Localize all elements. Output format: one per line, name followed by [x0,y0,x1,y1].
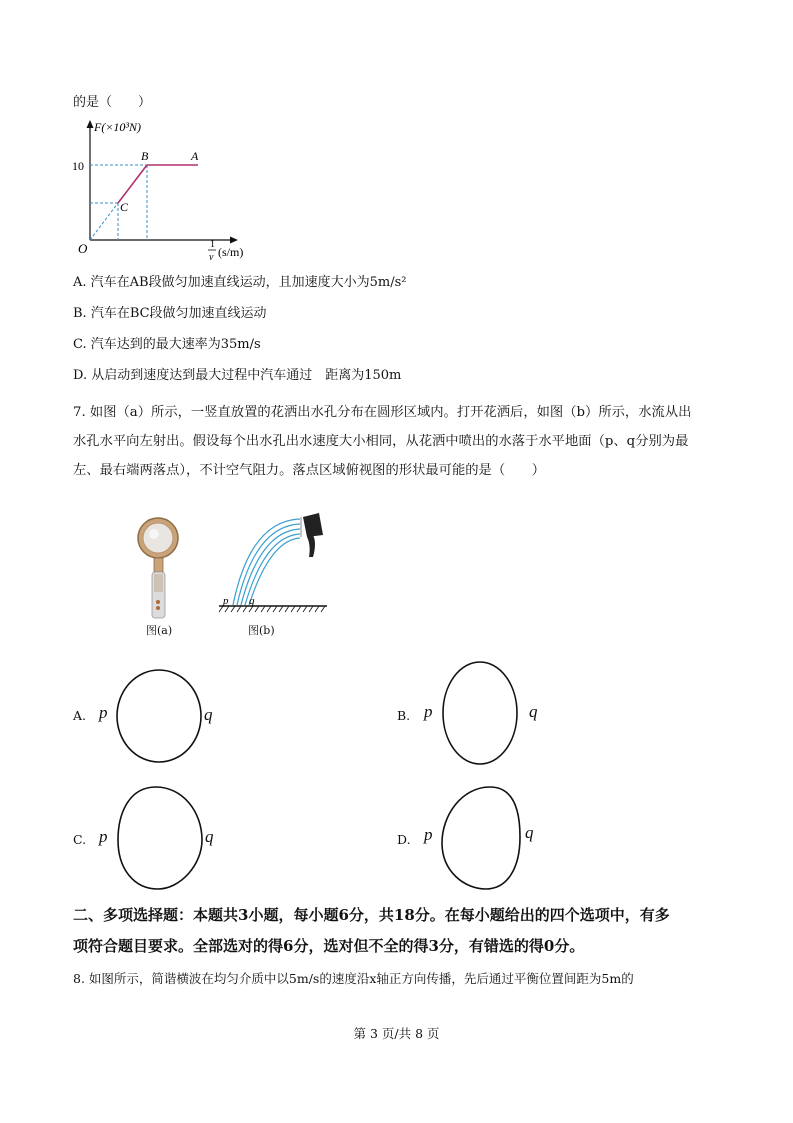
x-label-denominator: v [209,252,214,263]
fig-b-label-q: q [249,595,255,607]
dashed-origin-c [90,203,118,240]
option-c-shape [116,785,204,891]
option-d-label: D. [397,832,411,847]
q6-option-d: D. 从启动到速度达到最大过程中汽车通过 距离为150m [73,368,402,383]
shower-handle-side [307,535,315,557]
option-b-label: B. [397,708,411,723]
water-stream [249,538,300,605]
option-c-p: p [99,827,108,846]
q6-option-b: B. 汽车在BC段做匀加速直线运动 [73,306,267,321]
ground-hatching [219,606,325,612]
option-d-p: p [424,825,433,844]
option-b-shape [441,660,519,766]
shower-head-highlight [149,529,159,539]
q7-line-2: 水孔水平向左射出。假设每个出水孔出水速度大小相同，从花洒中喷出的水落于水平地面（p、q分别为最 [73,434,689,449]
water-stream [233,519,300,605]
x-axis-arrow [230,237,238,244]
segment-cb [118,165,147,203]
point-c-label: C [120,200,129,214]
q8-line-1: 8. 如图所示，简谐横波在均匀介质中以5m/s的速度沿x轴正方向传播，先后通过平衡位置间距为5m的 [73,971,634,986]
section-2-line-1: 二、多项选择题：本题共3小题，每小题6分，共18分。在每小题给出的四个选项中，有多 [73,906,670,924]
option-a-q: q [204,705,213,724]
y-tick-10: 10 [72,159,84,173]
point-b-label: B [141,149,149,163]
y-axis-arrow [87,120,94,128]
q7-line-1: 7. 如图（a）所示，一竖直放置的花洒出水孔分布在圆形区域内。打开花洒后，如图（b）所示，水流从出 [73,405,692,420]
shower-handle-bead [156,606,160,610]
option-c-label: C. [73,832,87,847]
q6-option-a: A. 汽车在AB段做匀加速直线运动，且加速度大小为5m/s² [73,275,407,290]
figure-a-caption: 图(a) [146,624,173,637]
option-a-shape [116,668,202,764]
option-d-shape [440,785,522,891]
q7-line-3: 左、最右端两落点），不计空气阻力。落点区域俯视图的形状最可能的是（ ） [73,463,546,478]
x-label-numerator: 1 [210,239,215,250]
y-axis-label: F(×10³N) [94,120,142,134]
option-a-p: p [99,703,108,722]
shower-neck [154,558,163,572]
shower-head-face [143,523,173,553]
question-continuation: 的是（ ） [73,95,152,110]
option-b-q: q [529,702,538,721]
option-a-label: A. [73,708,87,723]
option-d-q: q [525,823,534,842]
shower-head-side [303,513,323,537]
x-axis-unit: (s/m) [218,245,244,259]
shower-handle-filter [154,574,163,592]
force-velocity-graph [70,115,270,265]
option-b-p: p [424,702,433,721]
point-a-label: A [191,149,199,163]
figure-b-caption: 图(b) [248,624,275,637]
shower-handle-bead [156,600,160,604]
q6-option-c: C. 汽车达到的最大速率为35m/s [73,337,261,352]
option-c-q: q [205,827,214,846]
fig-b-label-p: p [223,595,229,607]
shower-head-figure [130,512,190,624]
page-footer: 第 3 页/共 8 页 [353,1026,440,1041]
origin-label: O [78,241,88,256]
section-2-line-2: 项符合题目要求。全部选对的得6分，选对但不全的得3分，有错选的得0分。 [73,937,585,955]
water-stream-figure [215,505,335,620]
